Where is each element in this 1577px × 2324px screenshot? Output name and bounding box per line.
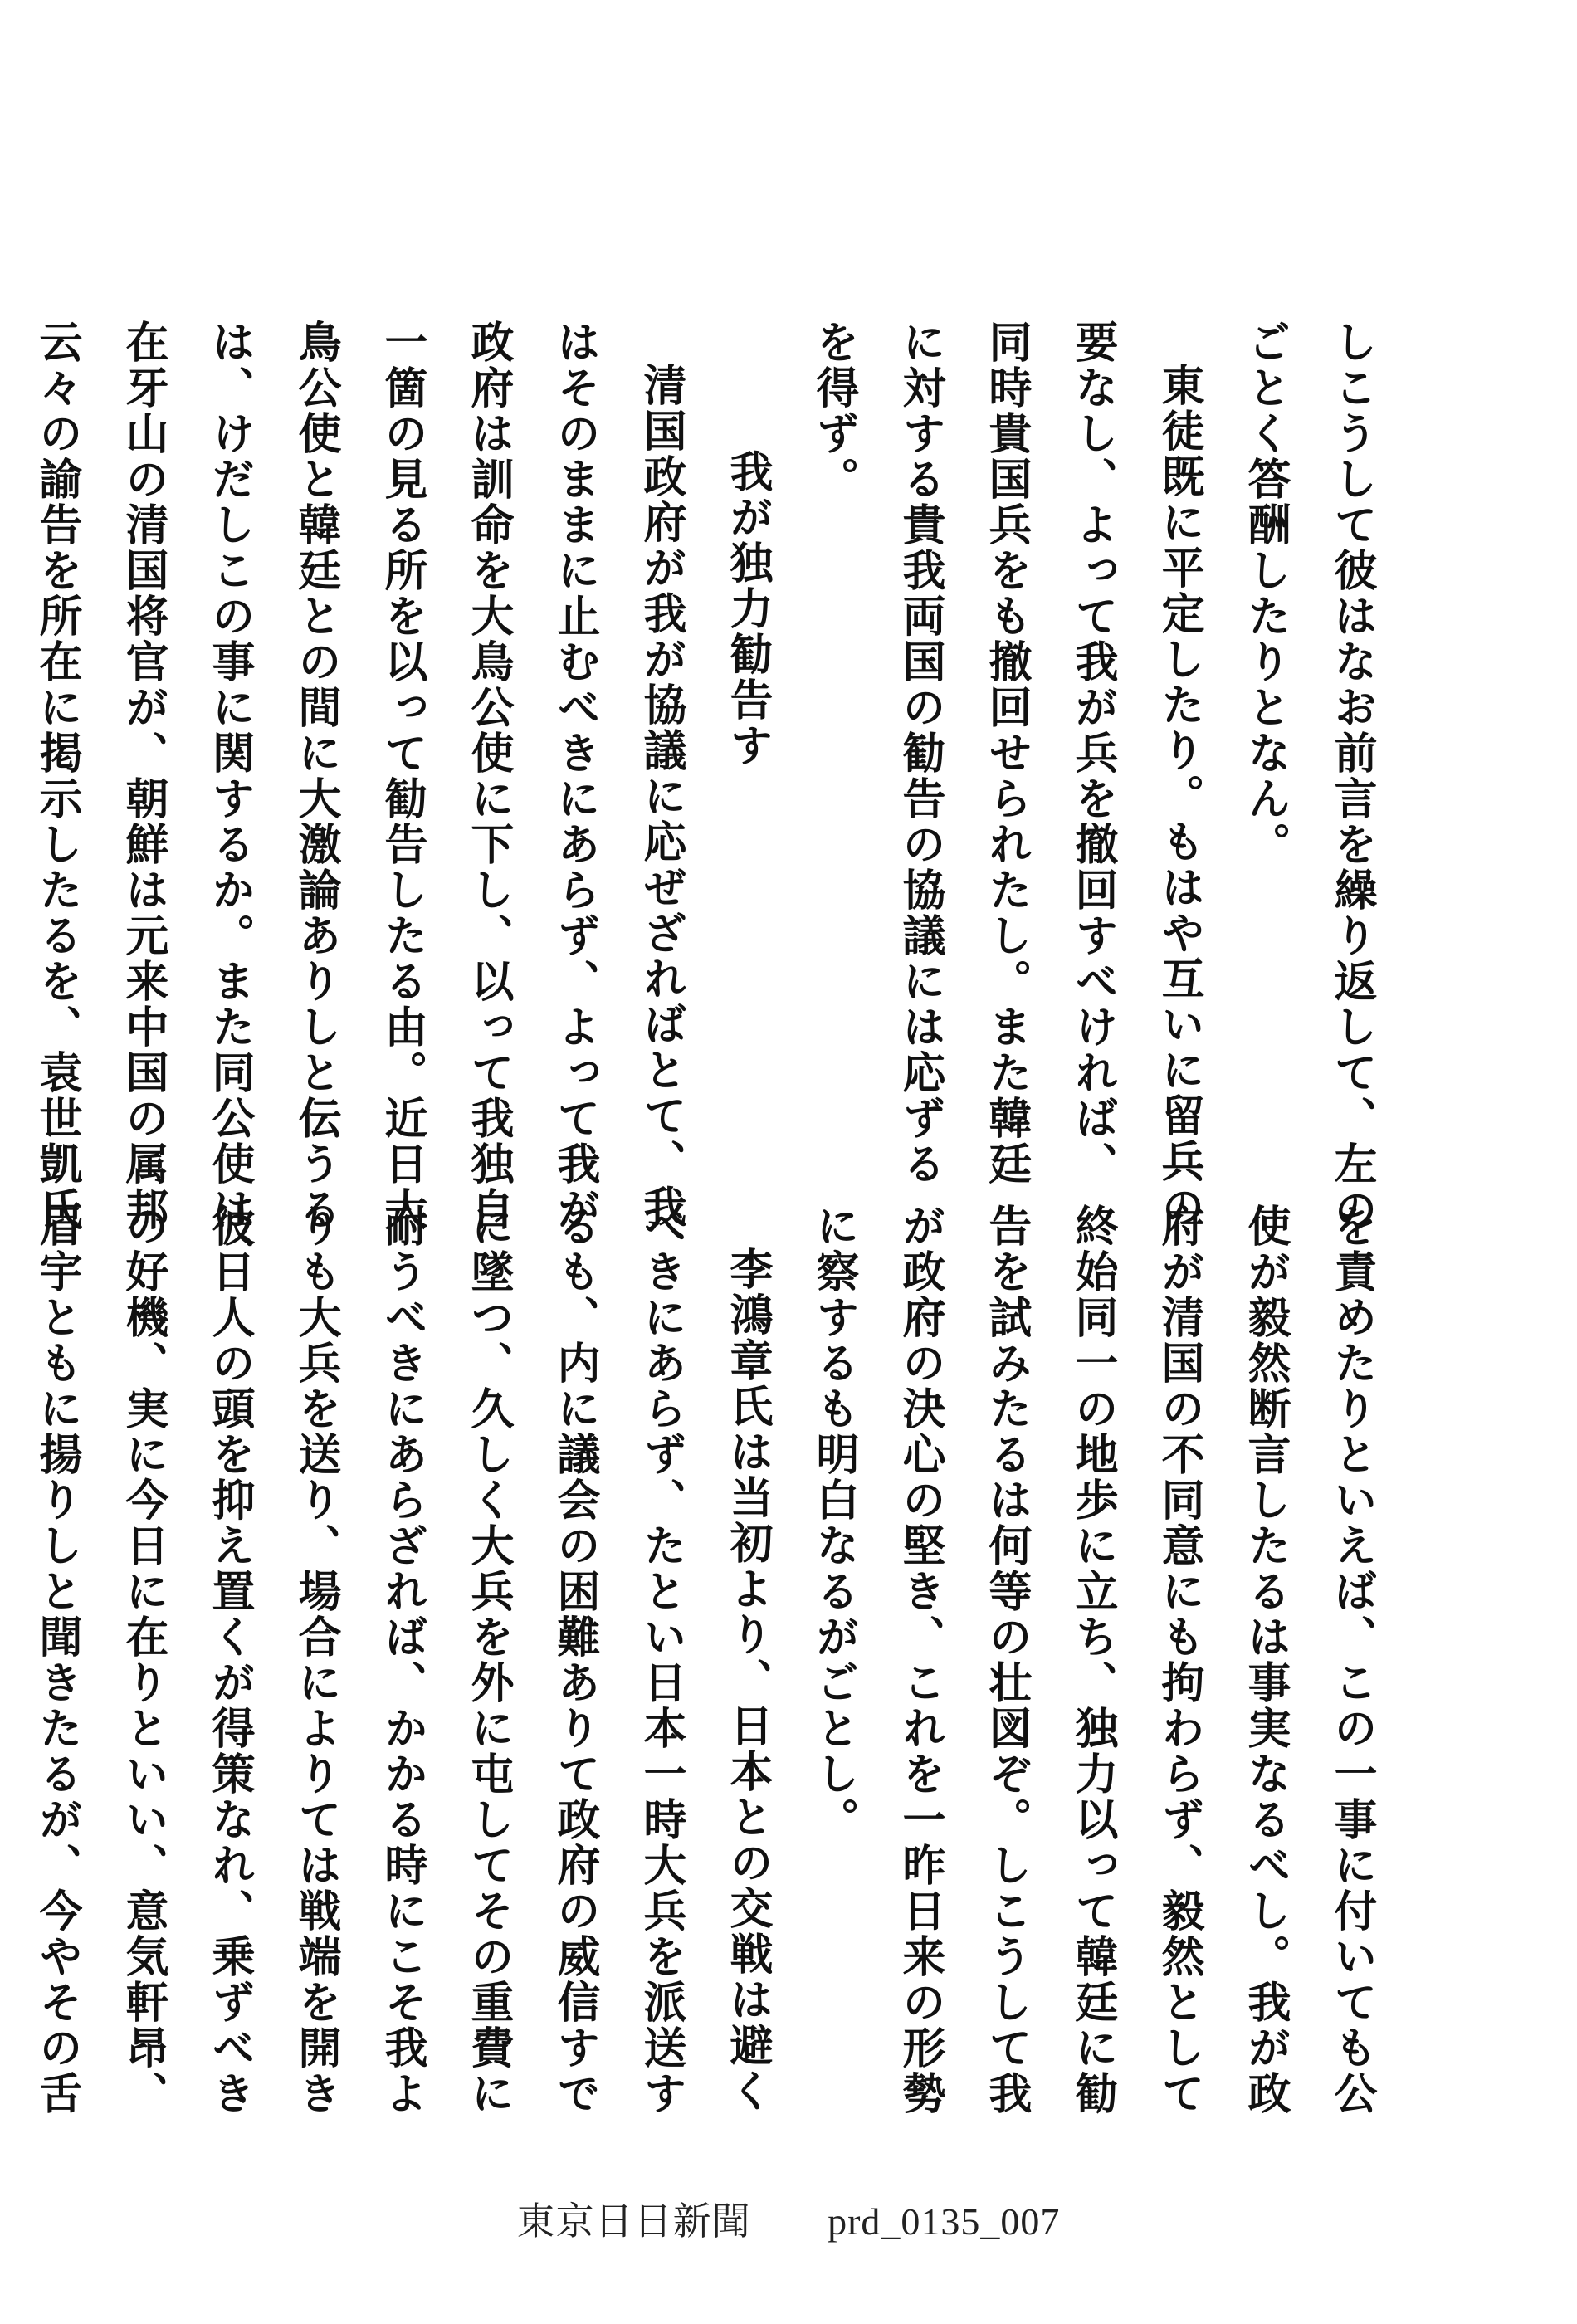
text-column: に墜つ、久しく大兵を外に屯してその重費に	[463, 1204, 513, 2116]
text-column: 府が清国の不同意にも拘わらず、毅然として	[1154, 1204, 1204, 2116]
text-column: が政府の決心の堅き、これを一昨日来の形勢	[895, 1204, 945, 2116]
text-column: 東徒既に平定したり。もはや互いに留兵の	[1154, 363, 1204, 1230]
text-column: に対する貴我両国の勧告の協議には応ずる	[895, 320, 945, 1187]
text-column: 云々の諭告を所在に掲示したるを、袁世凱氏	[32, 320, 81, 1233]
text-column: に察するも明白なるがごとし。	[808, 1204, 858, 1843]
text-column: 眉宇ともに揚りしと聞きたるが、今やその舌	[32, 1204, 81, 2116]
text-column: 同時貴国兵をも撤回せられたし。また韓廷	[981, 320, 1031, 1187]
text-column: 在牙山の清国将官が、朝鮮は元来中国の属邦	[118, 320, 168, 1233]
source-title: 東京日日新聞	[516, 2200, 751, 2243]
text-column: 一箇の見る所を以って勧告したる由。近日大	[377, 320, 427, 1233]
text-column: るも、内に議会の困難ありて政府の威信すで	[549, 1204, 599, 2116]
text-column: 彼日人の頭を抑え置くが得策なれ、乗ずべき	[204, 1204, 254, 2116]
text-column: 耐うべきにあらざれば、かかる時にこそ我よ	[377, 1204, 427, 2116]
text-column: 告を試みたるは何等の壮図ぞ。しこうして我	[981, 1204, 1031, 2116]
upper-text-block	[32, 320, 1394, 1278]
text-column: 李鴻章氏は当初より、日本との交戦は避く	[722, 1247, 772, 2114]
text-column: は、けだしこの事に関するか。また同公使は、	[204, 320, 254, 1278]
text-column: 使が毅然断言したるは事実なるべし。我が政	[1240, 1204, 1290, 2116]
text-column: 清国政府が我が協議に応ぜざればとて、我	[636, 363, 686, 1230]
text-column: の好機、実に今日に在りといい、意気軒昂、	[118, 1204, 168, 2116]
lower-text-block	[32, 1204, 1394, 2116]
text-column: はそのままに止むべきにあらず、よって我が	[549, 320, 599, 1233]
text-column	[0, 320, 13, 1166]
section-heading: 我が独力勧告す	[722, 449, 772, 769]
text-column: 政府は訓命を大鳥公使に下し、以って我独自	[463, 320, 513, 1233]
text-column: 要なし、よって我が兵を撤回すべければ、	[1067, 320, 1117, 1187]
text-column: りも大兵を送り、場合によりては戦端を開き	[290, 1204, 340, 2116]
text-column: 終始同一の地歩に立ち、独力以って韓廷に勧	[1067, 1204, 1117, 2116]
text-column: を得ず。	[808, 320, 858, 502]
page-id: prd_0135_007	[828, 2200, 1061, 2243]
text-column: ごとく答酬したりとなん。	[1240, 320, 1290, 867]
text-column: を責めたりといえば、この一事に付いても公	[1326, 1204, 1376, 2116]
page-footer	[0, 2191, 1577, 2246]
text-column: しこうして彼はなお前言を繰り返して、左の	[1326, 320, 1376, 1233]
text-column: 鳥公使と韓廷との間に大激論ありしと伝うる	[290, 320, 340, 1233]
text-column: べきにあらず、たとい日本一時大兵を派送す	[636, 1204, 686, 2116]
